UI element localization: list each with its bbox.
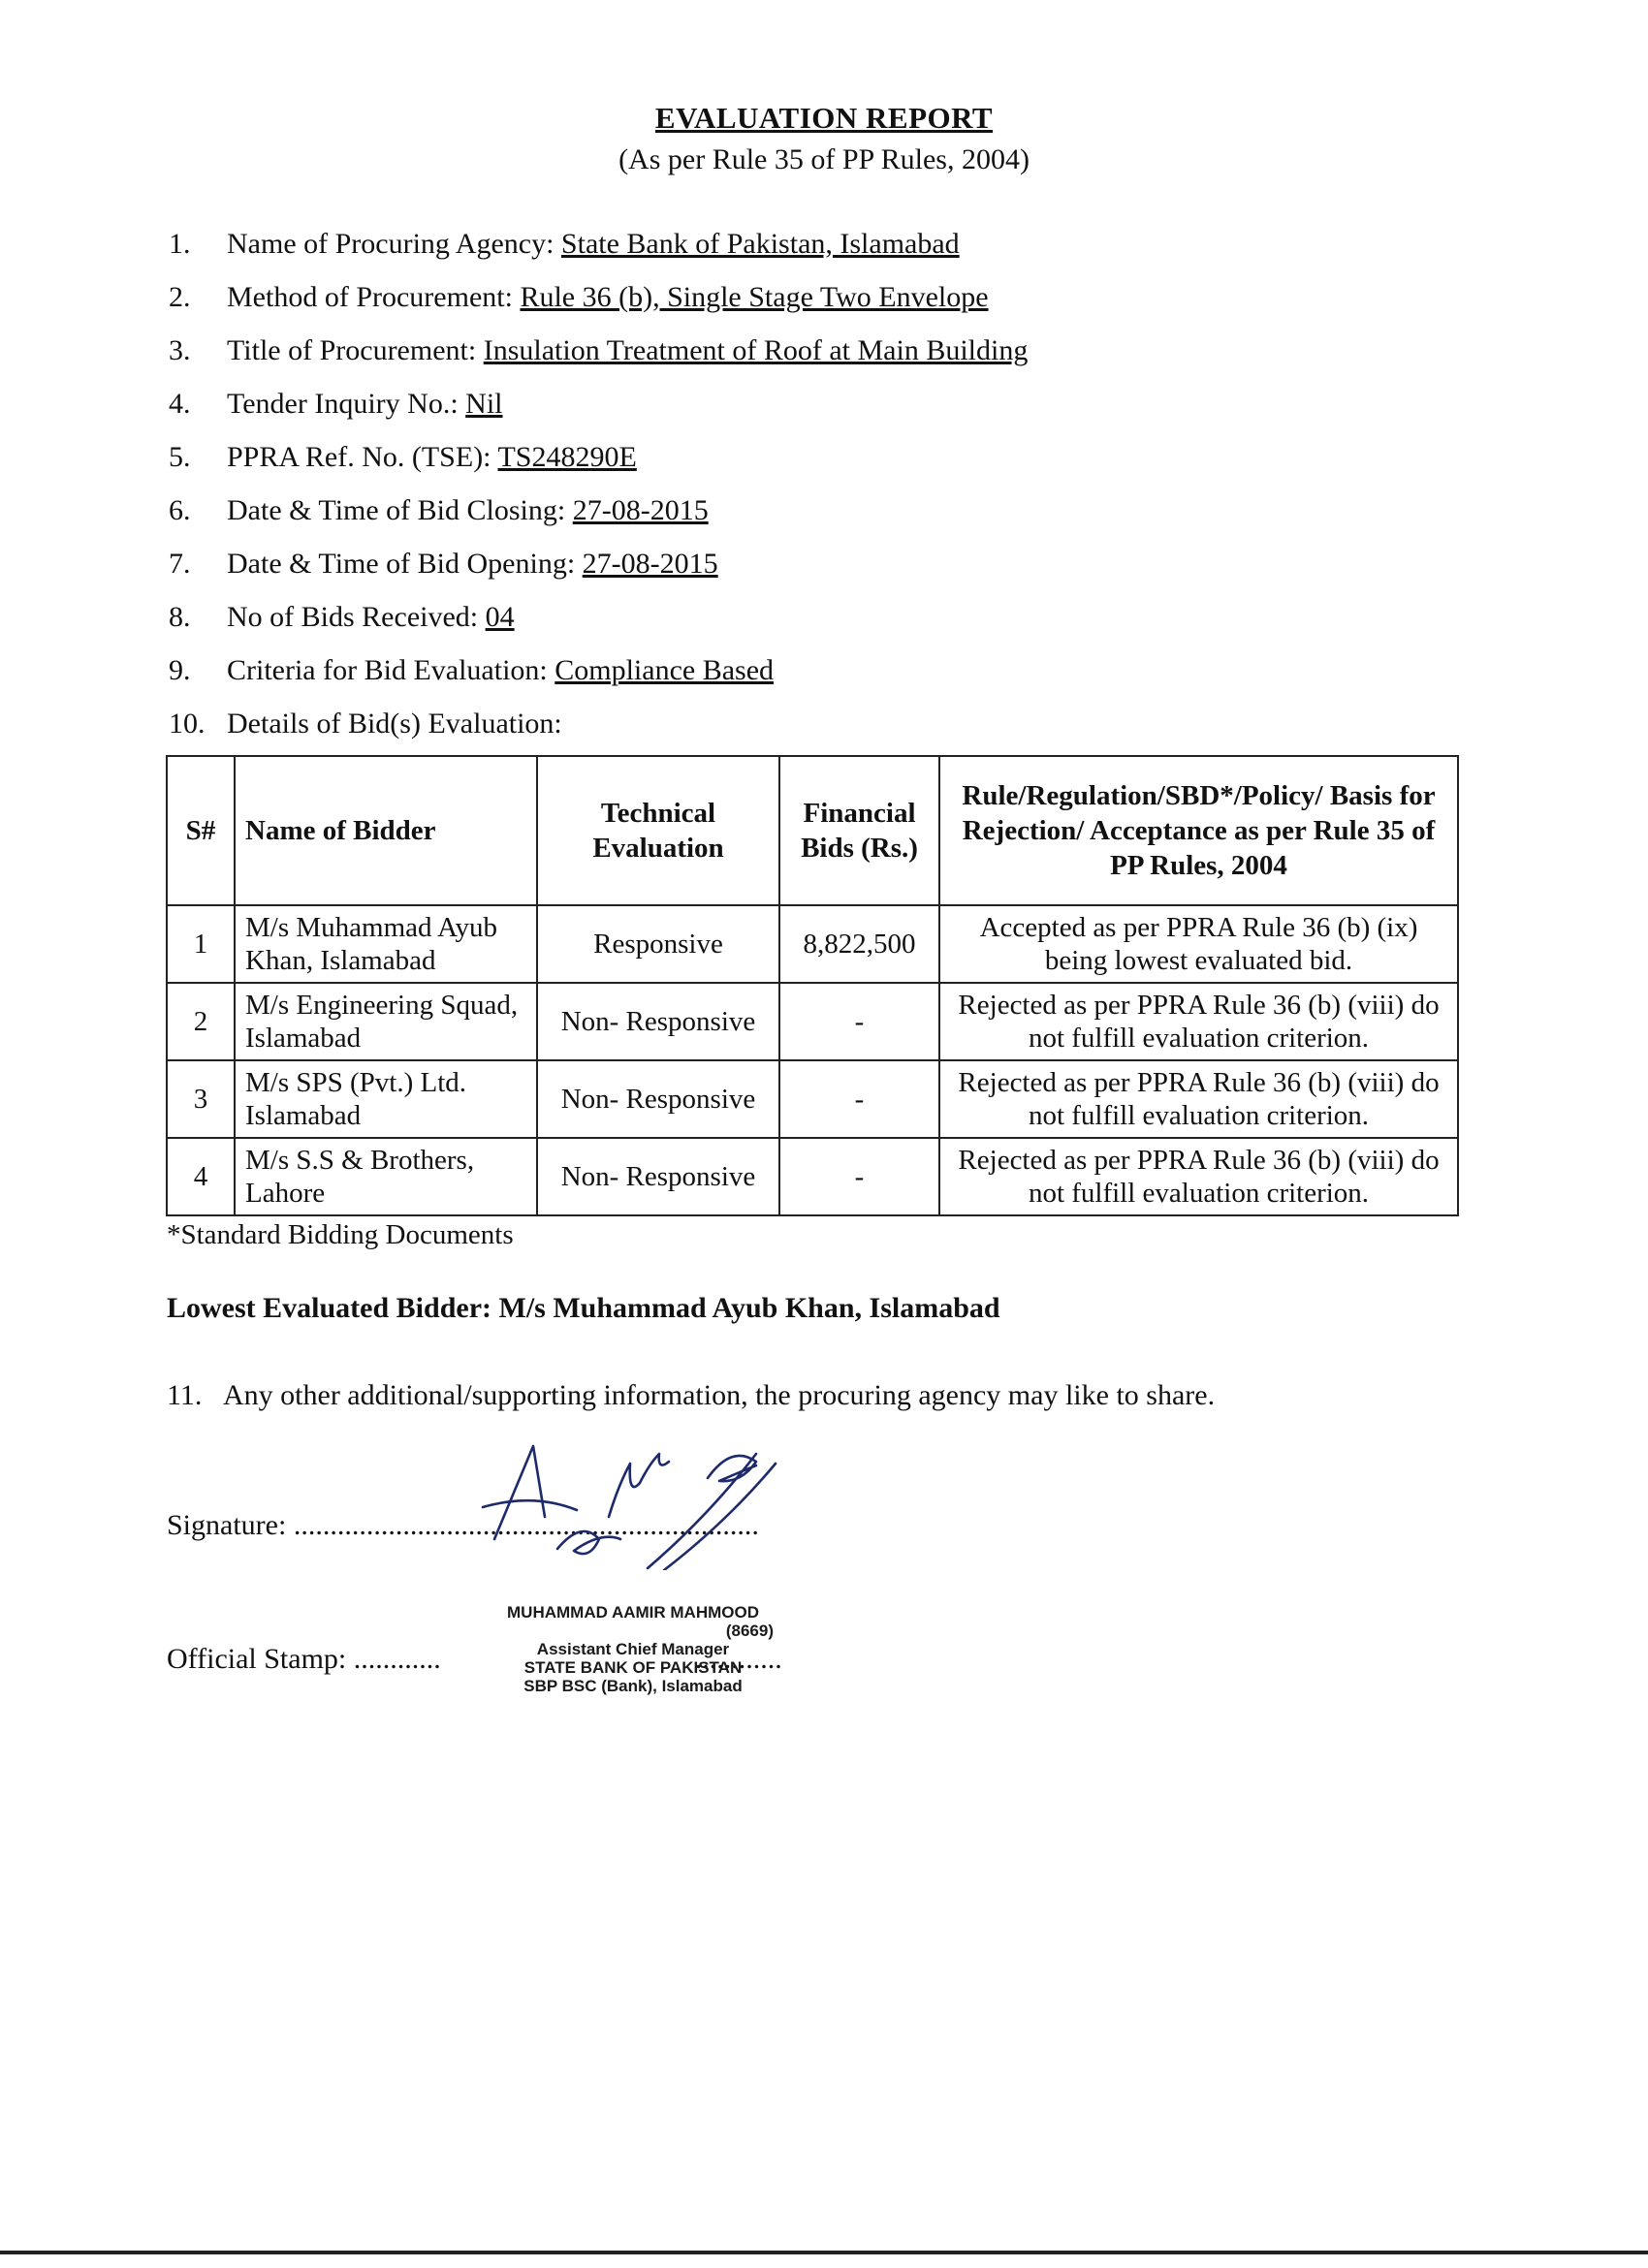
cell-technical-evaluation: Non- Responsive bbox=[537, 1060, 779, 1138]
column-header-technical-evaluation: Technical Evaluation bbox=[537, 756, 779, 905]
table-header-row bbox=[167, 756, 1458, 905]
table-footnote: *Standard Bidding Documents bbox=[167, 1219, 514, 1250]
item-number: 4. bbox=[169, 388, 191, 420]
official-stamp-dots: ............ bbox=[353, 1643, 441, 1675]
list-item bbox=[169, 225, 1028, 278]
cell-technical-evaluation: Non- Responsive bbox=[537, 983, 779, 1060]
stamp-organization: STATE BANK OF PAKISTAN bbox=[523, 1658, 743, 1677]
cell-sn: 1 bbox=[167, 905, 235, 983]
list-item bbox=[169, 331, 1028, 385]
item-number: 3. bbox=[169, 334, 191, 366]
cell-financial-bid: - bbox=[779, 1060, 939, 1138]
item-label: Name of Procuring Agency: bbox=[227, 228, 561, 260]
item-number: 9. bbox=[169, 654, 191, 686]
item-number: 2. bbox=[169, 281, 191, 313]
item-number: 7. bbox=[169, 548, 191, 580]
list-item bbox=[169, 491, 1028, 545]
list-item bbox=[169, 705, 1028, 758]
official-stamp-label: Official Stamp: bbox=[167, 1643, 354, 1675]
column-header-bidder-name: Name of Bidder bbox=[235, 756, 537, 905]
list-item-additional-info bbox=[167, 1379, 1215, 1412]
item-value: 27-08-2015 bbox=[572, 494, 709, 526]
item-number: 11. bbox=[167, 1379, 203, 1411]
item-label: No of Bids Received: bbox=[227, 601, 486, 633]
item-label: Method of Procurement: bbox=[227, 281, 521, 313]
item-label: Date & Time of Bid Closing: bbox=[227, 494, 573, 526]
item-number: 8. bbox=[169, 601, 191, 633]
table-row bbox=[167, 905, 1458, 983]
stamp-office: SBP BSC (Bank), Islamabad bbox=[523, 1677, 743, 1695]
cell-bidder-name: M/s SPS (Pvt.) Ltd. Islamabad bbox=[235, 1060, 537, 1138]
cell-sn: 3 bbox=[167, 1060, 235, 1138]
cell-sn: 4 bbox=[167, 1138, 235, 1215]
item-value: State Bank of Pakistan, Islamabad bbox=[560, 228, 960, 260]
item-label: Tender Inquiry No.: bbox=[227, 388, 466, 420]
signature-dots: ................................................................ bbox=[293, 1509, 759, 1541]
cell-bidder-name: M/s S.S & Brothers, Lahore bbox=[235, 1138, 537, 1215]
cell-financial-bid: - bbox=[779, 1138, 939, 1215]
cell-bidder-name: M/s Muhammad Ayub Khan, Islamabad bbox=[235, 905, 537, 983]
list-item bbox=[169, 545, 1028, 598]
cell-basis: Accepted as per PPRA Rule 36 (b) (ix) being lowest evaluated bid. bbox=[939, 905, 1458, 983]
item-number: 10. bbox=[169, 708, 206, 740]
item-label: Title of Procurement: bbox=[227, 334, 484, 366]
bid-evaluation-table bbox=[166, 755, 1459, 1216]
item-value: Nil bbox=[465, 388, 503, 420]
item-value: 04 bbox=[485, 601, 515, 633]
report-title: EVALUATION REPORT bbox=[654, 101, 994, 135]
report-items-list bbox=[169, 225, 1028, 758]
list-item bbox=[169, 385, 1028, 438]
item-label: Details of Bid(s) Evaluation: bbox=[227, 708, 562, 740]
column-header-sn: S# bbox=[167, 756, 235, 905]
column-header-financial-bids: Financial Bids (Rs.) bbox=[779, 756, 939, 905]
list-item bbox=[169, 651, 1028, 705]
table-row bbox=[167, 983, 1458, 1060]
item-label: PPRA Ref. No. (TSE): bbox=[227, 441, 498, 473]
official-stamp bbox=[473, 1603, 793, 1695]
item-label: Date & Time of Bid Opening: bbox=[227, 548, 583, 580]
stamp-officer-name: MUHAMMAD AAMIR MAHMOOD bbox=[507, 1603, 759, 1622]
item-number: 1. bbox=[169, 228, 191, 260]
list-item bbox=[169, 278, 1028, 331]
item-value: Insulation Treatment of Roof at Main Building bbox=[483, 334, 1029, 366]
cell-basis: Rejected as per PPRA Rule 36 (b) (viii) do not fulfill evaluation criterion. bbox=[939, 983, 1458, 1060]
cell-sn: 2 bbox=[167, 983, 235, 1060]
item-value: 27-08-2015 bbox=[582, 548, 718, 580]
cell-basis: Rejected as per PPRA Rule 36 (b) (viii) do not fulfill evaluation criterion. bbox=[939, 1060, 1458, 1138]
table-row bbox=[167, 1138, 1458, 1215]
item-number: 6. bbox=[169, 494, 191, 526]
item-text: Any other additional/supporting information, the procuring agency may like to share. bbox=[223, 1379, 1216, 1411]
cell-technical-evaluation: Non- Responsive bbox=[537, 1138, 779, 1215]
cell-basis: Rejected as per PPRA Rule 36 (b) (viii) do not fulfill evaluation criterion. bbox=[939, 1138, 1458, 1215]
lowest-evaluated-bidder: Lowest Evaluated Bidder: M/s Muhammad Ayub Khan, Islamabad bbox=[167, 1292, 1000, 1324]
cell-technical-evaluation: Responsive bbox=[537, 905, 779, 983]
cell-financial-bid: 8,822,500 bbox=[779, 905, 939, 983]
cell-financial-bid: - bbox=[779, 983, 939, 1060]
item-number: 5. bbox=[169, 441, 191, 473]
item-value: TS248290E bbox=[497, 441, 637, 473]
handwritten-signature bbox=[465, 1425, 814, 1570]
list-item bbox=[169, 438, 1028, 491]
list-item bbox=[169, 598, 1028, 651]
stamp-designation: Assistant Chief Manager bbox=[536, 1640, 730, 1658]
column-header-basis: Rule/Regulation/SBD*/Policy/ Basis for Rejection/ Acceptance as per Rule 35 of PP Rules, 2004 bbox=[939, 756, 1458, 905]
item-label: Criteria for Bid Evaluation: bbox=[227, 654, 555, 686]
item-value: Rule 36 (b), Single Stage Two Envelope bbox=[520, 281, 989, 313]
report-subtitle: (As per Rule 35 of PP Rules, 2004) bbox=[618, 143, 1030, 175]
cell-bidder-name: M/s Engineering Squad, Islamabad bbox=[235, 983, 537, 1060]
scan-bottom-rule bbox=[0, 2251, 1648, 2254]
item-value: Compliance Based bbox=[555, 654, 775, 686]
signature-label: Signature: bbox=[167, 1509, 294, 1541]
table-row bbox=[167, 1060, 1458, 1138]
stamp-officer-code: (8669) bbox=[725, 1622, 774, 1640]
official-stamp-dots: ............ bbox=[694, 1643, 782, 1675]
